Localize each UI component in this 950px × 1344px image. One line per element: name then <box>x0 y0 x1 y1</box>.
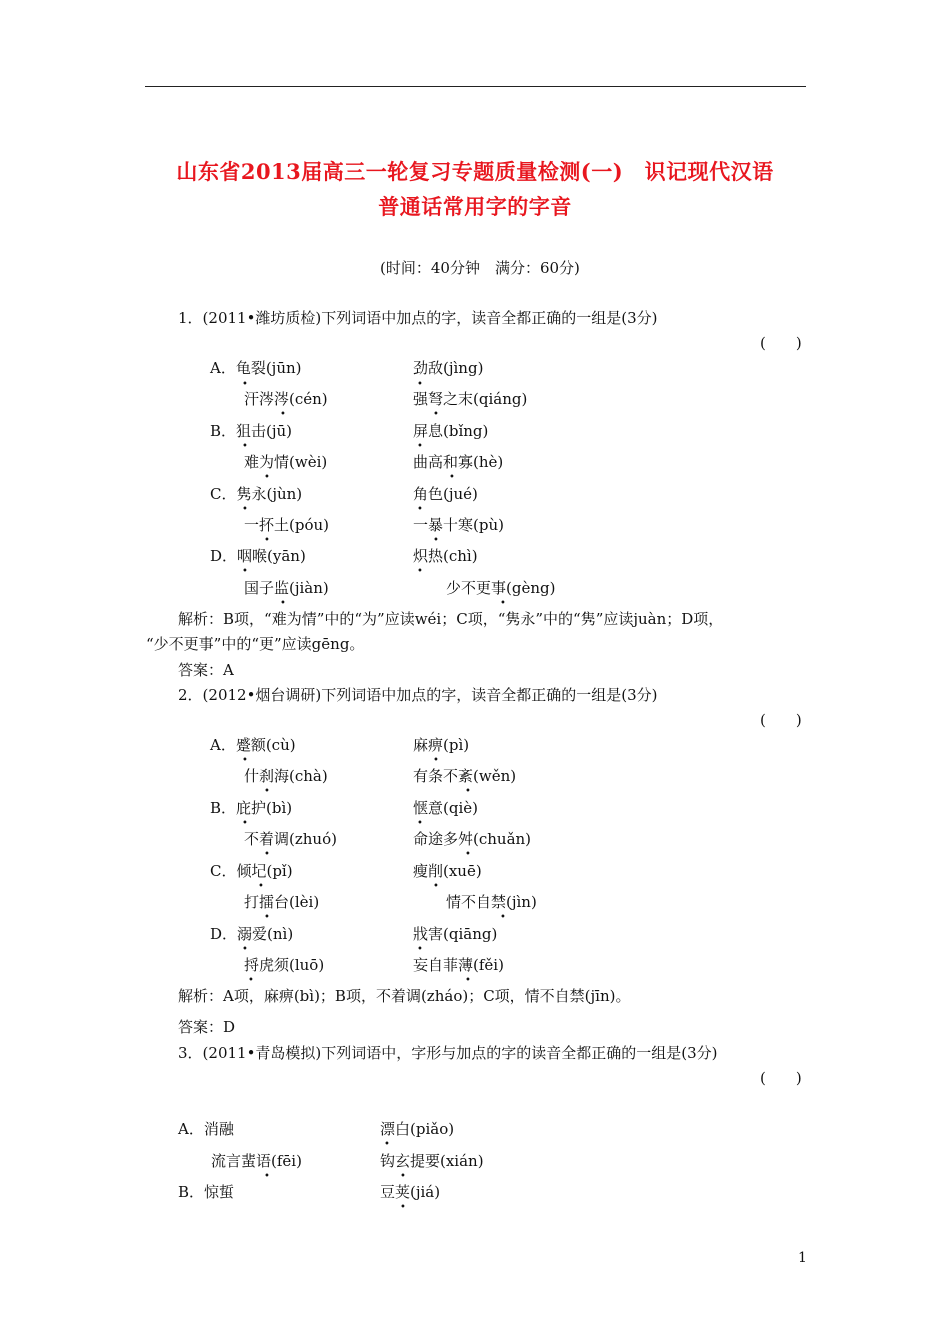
q3-stem: 3．(2011•青岛模拟)下列词语中，字形与加点的字的读音全都正确的一组是(3分) <box>178 1044 718 1062</box>
q1-b3: 难为情(wèi) <box>244 453 328 471</box>
q2-c2: 瘦削(xuē) <box>413 862 482 880</box>
emphasis-dot: • <box>242 944 248 955</box>
q2-analysis: 解析：A项，麻痹(bì)；B项，不着调(zháo)；C项，情不自禁(jīn)。 <box>178 987 631 1005</box>
q1-d3: 国子监(jiàn) <box>244 579 329 597</box>
emphasis-dot: • <box>417 818 423 829</box>
q2-answer: 答案：D <box>178 1018 236 1036</box>
header-rule <box>145 86 806 87</box>
q2-b4: 命途多舛(chuǎn) <box>413 830 532 848</box>
emphasis-dot: • <box>242 566 248 577</box>
emphasis-dot: • <box>242 755 248 766</box>
q1-analysis-line1: 解析：B项，“难为情”中的“为”应读wéi；C项，“隽永”中的“隽”应读juàn；D项， <box>178 610 724 628</box>
emphasis-dot: • <box>417 441 423 452</box>
q3-b1: B．惊蜇 <box>178 1183 235 1201</box>
emphasis-dot: • <box>400 1171 406 1182</box>
q2-a4: 有条不紊(wěn) <box>413 767 517 785</box>
q3-answer-blank: ( ) <box>760 1069 802 1087</box>
emphasis-dot: • <box>465 786 471 797</box>
emphasis-dot: • <box>264 535 270 546</box>
q3-a3: 流言蜚语(fēi) <box>211 1152 302 1170</box>
q1-c1: C．隽永(jùn) <box>210 485 303 503</box>
q1-a4: 强弩之末(qiáng) <box>413 390 528 408</box>
emphasis-dot: • <box>500 598 506 609</box>
q2-b1: B．庇护(bì) <box>210 799 293 817</box>
q2-d2: 戕害(qiāng) <box>413 925 498 943</box>
emphasis-dot: • <box>417 504 423 515</box>
q2-a1: A．蹙额(cù) <box>210 736 296 754</box>
q1-a1: A．龟裂(jūn) <box>210 359 302 377</box>
q1-b2: 屏息(bǐng) <box>413 422 489 440</box>
doc-title-line2: 普通话常用字的字音 <box>378 194 572 219</box>
emphasis-dot: • <box>465 849 471 860</box>
q1-c3: 一抔土(póu) <box>244 516 329 534</box>
q1-answer-blank: ( ) <box>760 334 802 352</box>
emphasis-dot: • <box>417 566 423 577</box>
q1-d1: D．咽喉(yān) <box>210 547 306 565</box>
q1-a3: 汗涔涔(cén) <box>244 390 328 408</box>
q1-c4: 一暴十寒(pù) <box>413 516 504 534</box>
q2-c1: C．倾圮(pǐ) <box>210 862 293 880</box>
q2-d1: D．溺爱(nì) <box>210 925 294 943</box>
q1-b4: 曲高和寡(hè) <box>413 453 504 471</box>
emphasis-dot: • <box>264 912 270 923</box>
page-number: 1 <box>798 1250 807 1266</box>
q2-c4: 情不自禁(jìn) <box>446 893 537 911</box>
q1-d4: 少不更事(gèng) <box>446 579 556 597</box>
emphasis-dot: • <box>242 379 248 390</box>
q3-a2: 漂白(piǎo) <box>380 1120 455 1138</box>
emphasis-dot: • <box>417 944 423 955</box>
q1-c2: 角色(jué) <box>413 485 478 503</box>
q2-answer-blank: ( ) <box>760 711 802 729</box>
emphasis-dot: • <box>248 975 254 986</box>
q3-a1: A．消融 <box>178 1120 234 1138</box>
q2-stem: 2．(2012•烟台调研)下列词语中加点的字，读音全都正确的一组是(3分) <box>178 686 658 704</box>
q1-b1: B．狙击(jū) <box>210 422 293 440</box>
emphasis-dot: • <box>242 441 248 452</box>
q3-a4: 钩玄提要(xián) <box>380 1152 484 1170</box>
emphasis-dot: • <box>465 975 471 986</box>
emphasis-dot: • <box>264 849 270 860</box>
emphasis-dot: • <box>384 1139 390 1150</box>
emphasis-dot: • <box>264 1171 270 1182</box>
q2-d4: 妄自菲薄(fěi) <box>413 956 504 974</box>
emphasis-dot: • <box>258 881 264 892</box>
q1-d2: 炽热(chì) <box>413 547 478 565</box>
q2-a2: 麻痹(pì) <box>413 736 470 754</box>
emphasis-dot: • <box>242 818 248 829</box>
emphasis-dot: • <box>433 409 439 420</box>
emphasis-dot: • <box>433 881 439 892</box>
q2-d3: 捋虎须(luō) <box>244 956 325 974</box>
doc-title-line1: 山东省2013届高三一轮复习专题质量检测(一) 识记现代汉语 <box>176 159 774 184</box>
emphasis-dot: • <box>242 504 248 515</box>
emphasis-dot: • <box>433 755 439 766</box>
emphasis-dot: • <box>280 409 286 420</box>
emphasis-dot: • <box>400 1202 406 1213</box>
emphasis-dot: • <box>500 912 506 923</box>
emphasis-dot: • <box>449 472 455 483</box>
q2-c3: 打擂台(lèi) <box>244 893 320 911</box>
q2-b3: 不着调(zhuó) <box>244 830 337 848</box>
emphasis-dot: • <box>417 379 423 390</box>
q1-stem: 1．(2011•潍坊质检)下列词语中加点的字，读音全都正确的一组是(3分) <box>178 309 658 327</box>
q2-a3: 什刹海(chà) <box>244 767 328 785</box>
q1-analysis-line2: “少不更事”中的“更”应读gēng。 <box>146 635 365 653</box>
exam-meta: (时间：40分钟 满分：60分) <box>380 259 580 277</box>
emphasis-dot: • <box>433 535 439 546</box>
q1-a2: 劲敌(jìng) <box>413 359 484 377</box>
emphasis-dot: • <box>264 472 270 483</box>
emphasis-dot: • <box>280 598 286 609</box>
q3-b2: 豆荚(jiá) <box>380 1183 441 1201</box>
q1-answer: 答案：A <box>178 661 234 679</box>
q2-b2: 惬意(qiè) <box>413 799 478 817</box>
emphasis-dot: • <box>264 786 270 797</box>
